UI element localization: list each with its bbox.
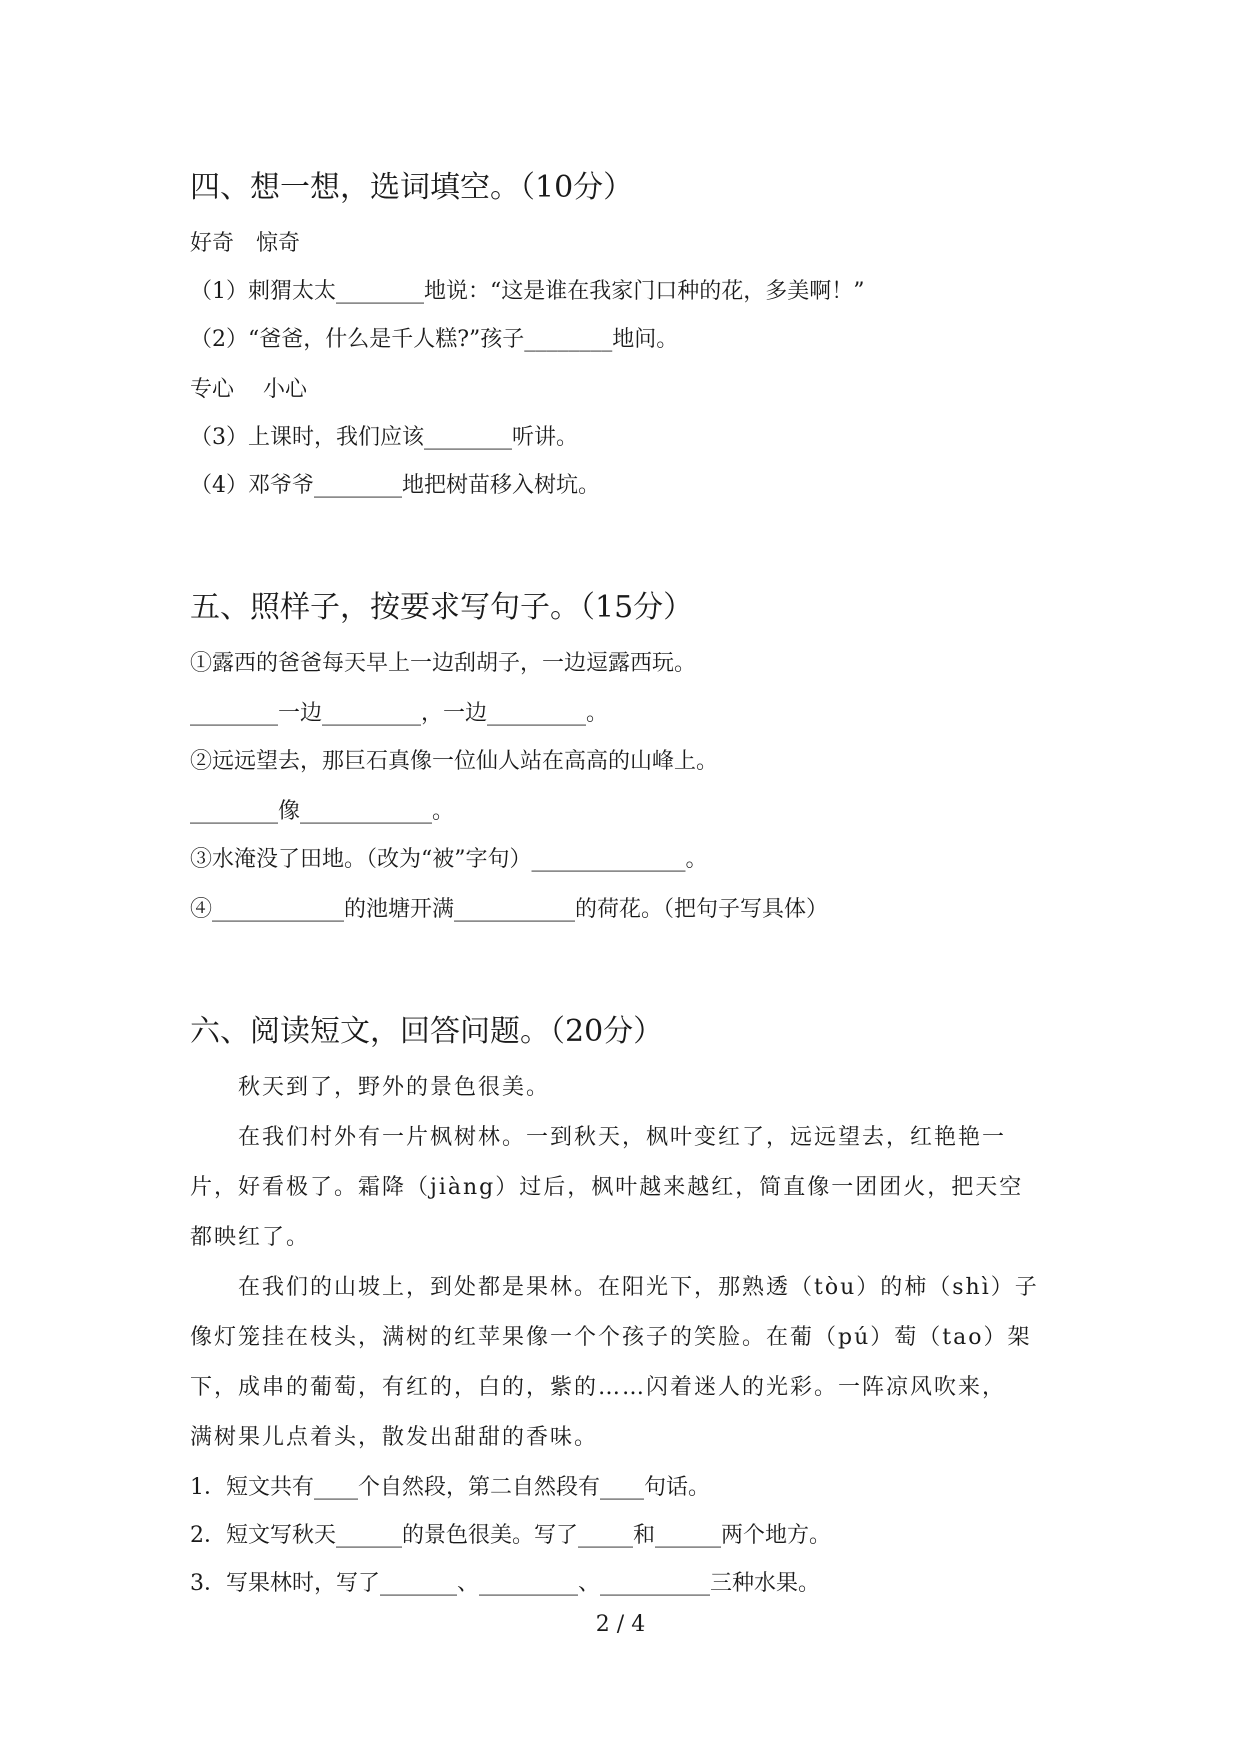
section4-title: 四、想一想，选词填空。（10分） <box>190 170 634 205</box>
section6-question-3: 3．写果林时，写了_______、_________、__________三种水果。 <box>190 1571 820 1596</box>
section4-word-group-2: 专心 小心 <box>190 377 307 402</box>
passage-line: 下，成串的葡萄，有红的，白的，紫的……闪着迷人的光彩。一阵凉风吹来， <box>190 1375 1007 1400</box>
passage-line: 在我们的山坡上，到处都是果林。在阳光下，那熟透（tòu）的柿（shì）子 <box>190 1275 1039 1300</box>
section4-question-4: （4）邓爷爷________地把树苗移入树坑。 <box>190 473 600 498</box>
section5-blank-2: ________像____________。 <box>190 799 455 824</box>
page-number: 2 / 4 <box>595 1612 646 1637</box>
passage-line: 秋天到了，野外的景色很美。 <box>190 1075 551 1100</box>
section6-title: 六、阅读短文，回答问题。（20分） <box>190 1014 664 1049</box>
section6-question-1: 1．短文共有____个自然段，第二自然段有____句话。 <box>190 1475 710 1500</box>
passage-line: 在我们村外有一片枫树林。一到秋天，枫叶变红了，远远望去，红艳艳一 <box>190 1125 1007 1150</box>
section5-example-2: ②远远望去，那巨石真像一位仙人站在高高的山峰上。 <box>190 749 719 774</box>
section4-question-3: （3）上课时，我们应该________听讲。 <box>190 425 578 450</box>
section5-example-4: ④____________的池塘开满___________的荷花。（把句子写具体） <box>190 897 829 922</box>
passage-line: 像灯笼挂在枝头，满树的红苹果像一个个孩子的笑脸。在葡（pú）萄（tao）架 <box>190 1325 1032 1350</box>
passage-line: 都映红了。 <box>190 1225 311 1250</box>
passage-line: 满树果儿点着头，散发出甜甜的香味。 <box>190 1425 599 1450</box>
section4-question-2: （2）“爸爸，什么是千人糕?”孩子________地问。 <box>190 327 679 352</box>
section4-question-1: （1）刺猬太太________地说：“这是谁在我家门口种的花，多美啊！” <box>190 279 865 304</box>
section5-example-3: ③水淹没了田地。（改为“被”字句）______________。 <box>190 847 708 872</box>
section5-blank-1: ________一边_________，一边_________。 <box>190 701 609 726</box>
passage-line: 片，好看极了。霜降（jiàng）过后，枫叶越来越红，简直像一团团火，把天空 <box>190 1175 1024 1200</box>
section5-title: 五、照样子，按要求写句子。（15分） <box>190 590 694 625</box>
section5-example-1: ①露西的爸爸每天早上一边刮胡子，一边逗露西玩。 <box>190 651 697 676</box>
section4-word-group-1: 好奇 惊奇 <box>190 231 301 256</box>
section6-question-2: 2．短文写秋天______的景色很美。写了_____和______两个地方。 <box>190 1523 831 1548</box>
